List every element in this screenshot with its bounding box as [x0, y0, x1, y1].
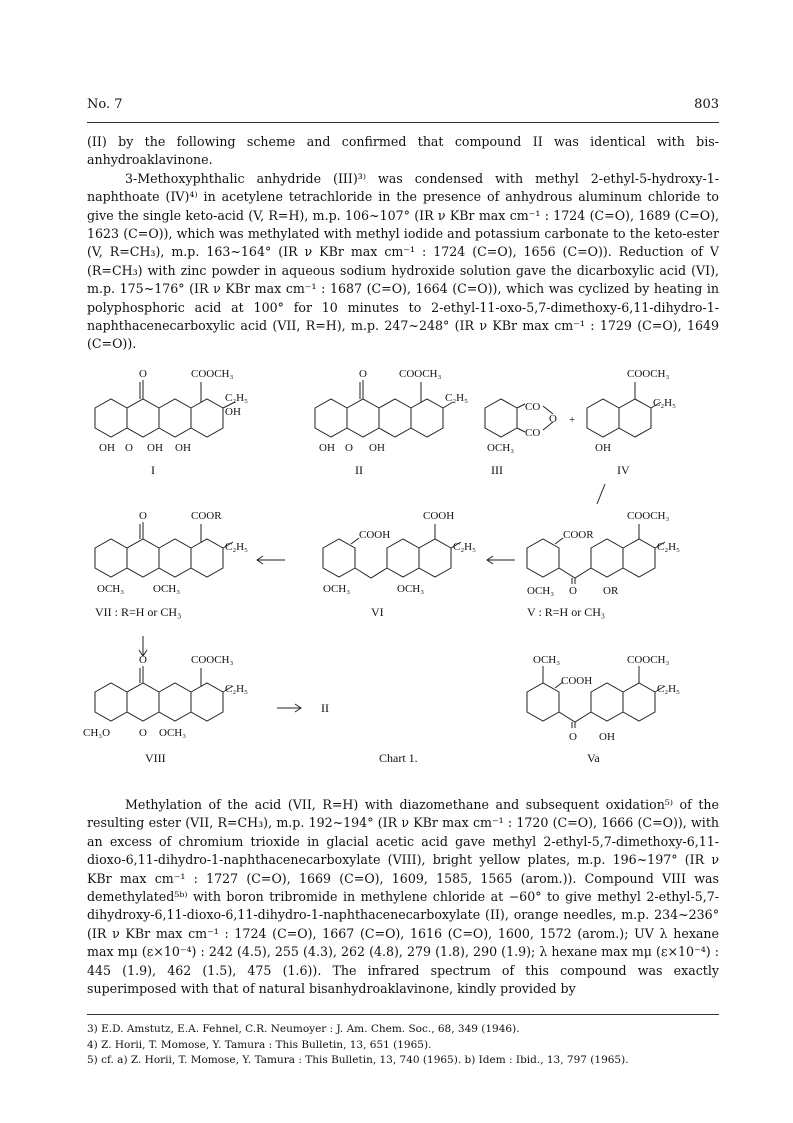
group-O: O [139, 727, 147, 739]
header-rule [87, 122, 719, 123]
group-COOCH3: COOCH₃ [627, 510, 670, 522]
group-O: O [569, 731, 577, 743]
plus-sign: + [569, 414, 576, 426]
footnotes [87, 1022, 727, 1069]
structure-Va [527, 654, 680, 765]
label-II: II [355, 463, 363, 477]
structure-III [485, 399, 557, 477]
group-COOCH3: COOCH₃ [191, 654, 234, 666]
group-C2H5: C₂H₅ [225, 683, 248, 695]
group-COOH: COOH [423, 510, 455, 522]
group-O: O [549, 413, 557, 425]
group-OH: OH [175, 442, 191, 454]
group-OH: OH [147, 442, 163, 454]
group-CO: CO [525, 401, 541, 413]
group-OH: OH [369, 442, 385, 454]
group-C2H5: C₂H₅ [657, 683, 680, 695]
footnote-rule [87, 1014, 719, 1015]
label-III: III [491, 463, 503, 477]
group-CO: CO [525, 427, 541, 439]
footnote-4: 4) Z. Horii, T. Momose, Y. Tamura : This Bulletin, 13, 651 (1965). [87, 1038, 432, 1051]
group-O: O [139, 654, 147, 666]
label-I: I [151, 463, 155, 477]
structure-IV [587, 368, 676, 477]
paragraph: Methylation of the acid (VII, R=H) with diazomethane and subsequent oxidation⁵⁾ of the resulting ester (VII, R=CH₃), m.p. 192~194° (IR ν KBr max cm⁻¹ : 1720 (C=O), 1666 (C=O)), with an excess of chromium trioxide in glacial acetic acid gave methyl 2-ethyl-5,7-dimethoxy-6,11-dioxo-6,11-dihydro-1-naphthacenecarboxylate (VIII), bright yellow plates, m.p. 196~197° (IR ν KBr max cm⁻¹ : 1727 (C=O), 1669 (C=O), 1609, 1585, 1565 (arom.)). Compound VIII was demethylated⁵ᵇ⁾ with boron tribromide in methylene chloride at −60° to give methyl 2-ethyl-5,7-dihydroxy-6,11-dioxo-6,11-dihydro-1-naphthacenecarboxylate (II), orange needles, m.p. 234~236° (IR ν KBr max cm⁻¹ : 1724 (C=O), 1667 (C=O), 1616 (C=O), 1600, 1572 (arom.); UV λ hexane max mμ (ε×10⁻⁴) : 242 (4.5), 255 (4.3), 262 (4.8), 279 (1.8), 290 (1.9); λ hexane max mμ (ε×10⁻⁴) : 445 (1.9), 462 (1.5), 475 (1.6)). The infrared spectrum of this compound was exactly superimposed with that of natural bisanhydroaklavinone, kindly provided by [87, 797, 719, 997]
chart-1-scheme [83, 366, 719, 786]
label-VIII: VIII [145, 751, 166, 765]
structure-II [315, 368, 468, 477]
group-C2H5: C₂H₅ [657, 541, 680, 553]
group-OH: OH [599, 731, 615, 743]
group-CH3O: CH₃O [83, 727, 111, 739]
group-OR: OR [603, 585, 619, 597]
group-O: O [139, 368, 147, 380]
group-C2H5: C₂H₅ [453, 541, 476, 553]
group-C2H5: C₂H₅ [445, 392, 468, 404]
group-OH: OH [225, 406, 241, 418]
footnote-5: 5) cf. a) Z. Horii, T. Momose, Y. Tamura : This Bulletin, 13, 740 (1965). b) Idem : Ibid., 13, 797 (1965). [87, 1054, 629, 1066]
body-text-bottom [87, 796, 719, 998]
structure-VI [323, 510, 476, 619]
footnote-3: 3) E.D. Amstutz, E.A. Fehnel, C.R. Neumoyer : J. Am. Chem. Soc., 68, 349 (1946). [87, 1023, 520, 1035]
group-COOH: COOH [561, 675, 593, 687]
label-VI: VI [371, 605, 384, 619]
group-OH: OH [595, 442, 611, 454]
group-OCH3: OCH₃ [487, 442, 515, 454]
issue-number: No. 7 [87, 97, 123, 112]
group-C2H5: C₂H₅ [653, 397, 676, 409]
structure-VIII [83, 654, 248, 765]
group-C2H5: C₂H₅ [225, 392, 248, 404]
label-V: V : R=H or CH₃ [527, 605, 606, 619]
group-O: O [125, 442, 133, 454]
group-COOH: COOH [359, 529, 391, 541]
group-O: O [345, 442, 353, 454]
group-O: O [139, 510, 147, 522]
group-COOCH3: COOCH₃ [627, 368, 670, 380]
group-OH: OH [319, 442, 335, 454]
group-OCH3: OCH₃ [397, 583, 425, 595]
label-IV: IV [617, 463, 630, 477]
group-COOR: COOR [191, 510, 222, 522]
group-COOCH3: COOCH₃ [399, 368, 442, 380]
reaction-scheme [83, 366, 719, 786]
group-COOCH3: COOCH₃ [627, 654, 670, 666]
group-OH: OH [99, 442, 115, 454]
structure-V [527, 510, 680, 619]
structure-VII [95, 510, 248, 619]
body-text-top [87, 133, 719, 354]
group-O: O [359, 368, 367, 380]
label-VII: VII : R=H or CH₃ [95, 605, 182, 619]
group-O: O [569, 585, 577, 597]
label-Va: Va [587, 751, 600, 765]
chart-caption: Chart 1. [379, 751, 418, 765]
group-OCH3: OCH₃ [159, 727, 187, 739]
group-COOCH3: COOCH₃ [191, 368, 234, 380]
group-OCH3: OCH₃ [533, 654, 561, 666]
paragraph: (II) by the following scheme and confirmed that compound II was identical with bis-anhydroaklavinone. [87, 134, 719, 168]
structure-I [95, 368, 248, 477]
group-COOR: COOR [563, 529, 594, 541]
group-OCH3: OCH₃ [323, 583, 351, 595]
group-OCH3: OCH₃ [527, 585, 555, 597]
label-II-target: II [321, 701, 329, 715]
group-OCH3: OCH₃ [153, 583, 181, 595]
page-number: 803 [694, 97, 719, 112]
arrow-IV-V [597, 484, 605, 504]
group-C2H5: C₂H₅ [225, 541, 248, 553]
paragraph: 3-Methoxyphthalic anhydride (III)³⁾ was condensed with methyl 2-ethyl-5-hydroxy-1-naphthoate (IV)⁴⁾ in acetylene tetrachloride in the presence of anhydrous aluminum chloride to give the single keto-acid (V, R=H), m.p. 106~107° (IR ν KBr max cm⁻¹ : 1724 (C=O), 1689 (C=O), 1623 (C=O)), which was methylated with methyl iodide and potassium carbonate to the keto-ester (V, R=CH₃), m.p. 163~164° (IR ν KBr max cm⁻¹ : 1724 (C=O), 1656 (C=O)). Reduction of V (R=CH₃) with zinc powder in aqueous sodium hydroxide solution gave the dicarboxylic acid (VI), m.p. 175~176° (IR ν KBr max cm⁻¹ : 1687 (C=O), 1664 (C=O)), which was cyclized by heating in polyphosphoric acid at 100° for 10 minutes to 2-ethyl-11-oxo-5,7-dimethoxy-6,11-dihydro-1-naphthacenecarboxylic acid (VII, R=H), m.p. 247~248° (IR ν KBr max cm⁻¹ : 1729 (C=O), 1649 (C=O)). [87, 170, 719, 352]
group-OCH3: OCH₃ [97, 583, 125, 595]
